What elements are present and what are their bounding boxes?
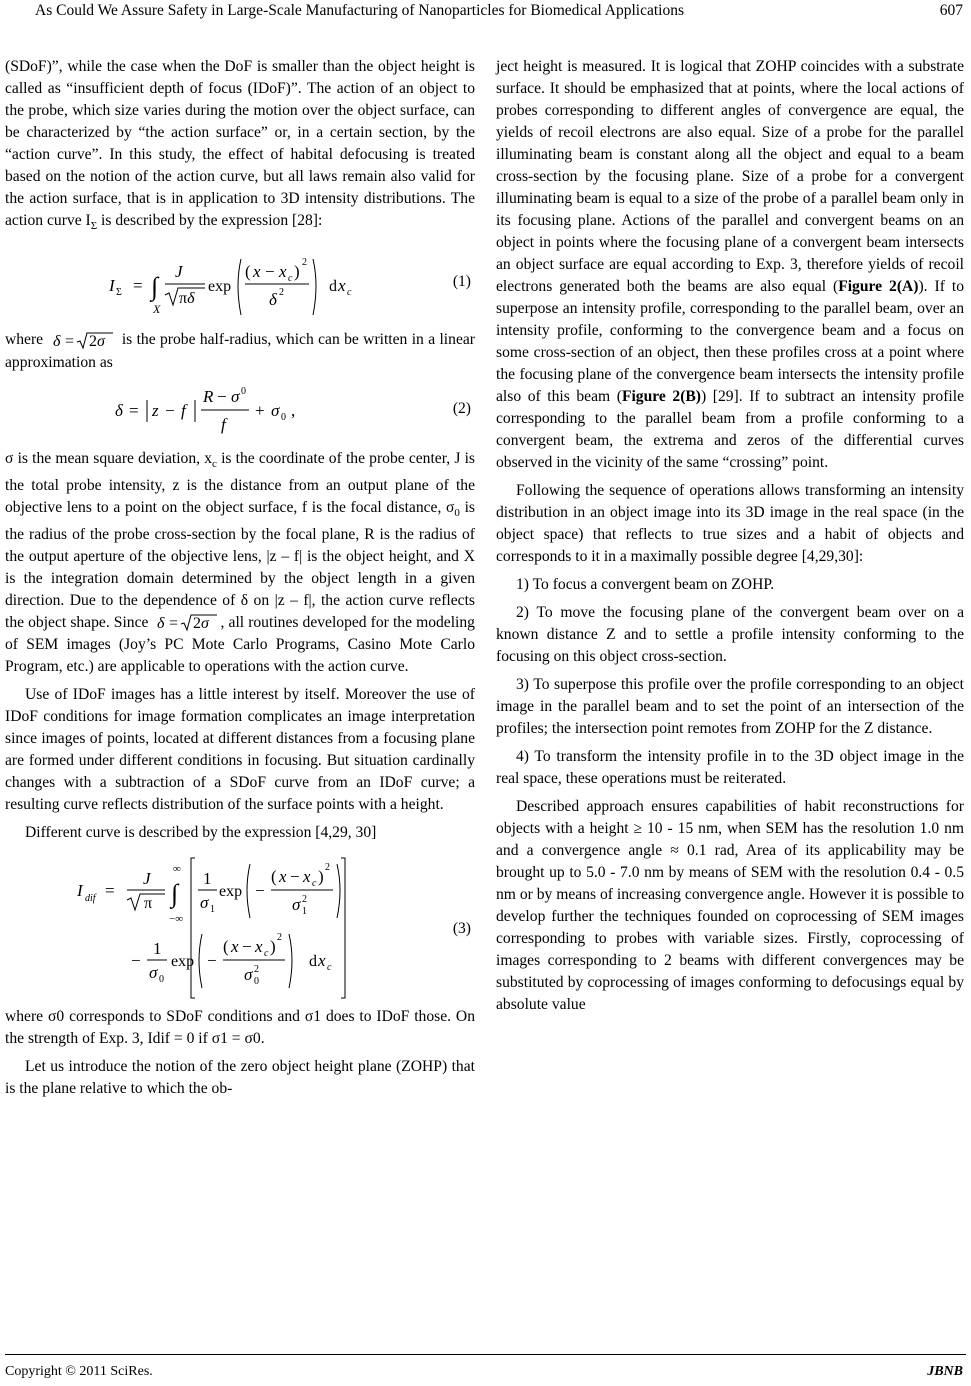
figure-ref-2a[interactable]: Figure 2(A) [838, 278, 919, 295]
svg-text:−: − [290, 867, 300, 887]
svg-text:): ) [270, 937, 276, 957]
svg-text:σ: σ [292, 895, 301, 915]
list-item: 2) To move the focusing plane of the convergent beam over on a known distance Z and to settle a profile intensity conforming to the focusing on this object cross-section. [496, 604, 964, 665]
list-item: 1) To focus a convergent beam on ZOHP. [516, 576, 775, 593]
svg-text:=: = [133, 276, 143, 296]
svg-text:−: − [207, 951, 217, 971]
svg-text:x: x [279, 867, 287, 887]
paragraph: ject height is measured. It is logical that ZOHP coincides with a substrate surface. It should be emphasized that at points, where the local actions of probes corresponding to different angles of convergence are equal, the yields of recoil electrons are also equal. Size of a probe for the parallel illuminating beam is constant along all the object and equal to a beam cross-section by the focusing plane. Size of a probe for a convergent illuminating beam is equal to a size of the probe of a parallel beam only in its focusing plane. Actions of the parallel and convergent beams on an object in points where the focusing plane of a convergent beam intersects an object surface are equal according to Exp. 3, therefore yields of recoil electrons generated both the beams are also equal (Figure 2(A)). If to superpose an intensity profile, corresponding to the parallel beam, over an intensity profile, conforming to the convergence beam and a focus on some cross-section of an object, then these profiles cross at a point where the focusing plane of the convergence beam intersects the intensity profile also of this beam (Figure 2(B)) [29]. If to subtract an intensity profile corresponding to the parallel beam from a profile conforming to a convergent beam, the extrema and zeros of the differential curves observed in the vicinity of the same “crossing” point. [496, 58, 965, 471]
svg-text:σ: σ [149, 963, 158, 983]
equation-2 [5, 380, 475, 442]
svg-text:c: c [288, 273, 293, 285]
svg-text:−: − [265, 262, 275, 282]
svg-text:=: = [105, 881, 115, 901]
header-title: As Could We Assure Safety in Large-Scale Manufacturing of Nanoparticles for Biomedical Applications [35, 2, 685, 19]
svg-text:(: ( [245, 262, 251, 282]
svg-text:I: I [77, 881, 83, 901]
svg-text:X: X [153, 302, 161, 317]
svg-text:dif: dif [85, 893, 96, 905]
svg-text:σ: σ [244, 965, 253, 985]
svg-text:π: π [144, 895, 153, 913]
paragraph: Let us introduce the notion of the zero object height plane (ZOHP) that is the plane relative to which the ob- [5, 1058, 475, 1098]
right-column [496, 56, 964, 1016]
svg-text:−: − [217, 386, 227, 406]
delta-sqrt-formula [153, 612, 221, 634]
left-column [5, 56, 475, 1100]
footer-journal: JBNB [927, 1364, 963, 1379]
svg-text:0: 0 [281, 411, 286, 423]
equation-3-number: (3) [452, 920, 471, 938]
svg-text:c: c [264, 948, 269, 960]
svg-text:σ: σ [271, 400, 280, 420]
svg-text:σ: σ [231, 386, 240, 406]
equation-1 [5, 243, 475, 323]
svg-text:x: x [231, 937, 239, 957]
svg-text:1: 1 [302, 906, 307, 918]
svg-text:J: J [175, 262, 183, 282]
svg-text:x: x [318, 951, 326, 971]
equation-3-formula [5, 850, 465, 1000]
svg-text:−: − [131, 951, 141, 971]
paragraph: (SDoF)”, while the case when the DoF is smaller than the object height is called as “insufficient depth of focus (IDoF)”. The action of an object to the probe, which size varies during the motion over the object surface, can be characterized by “the action surface” or, in a certain section, by the “action curve”. In this study, the effect of habital defocusing is treated based on the notion of the action curve, but all laws remain also valid for the action surface, that is in application to 3D intensity distributions. The action curve $I_\Sigma$ is described by the expression [28]: [5, 58, 475, 233]
svg-text:d: d [309, 953, 317, 971]
list-item: 4) To transform the intensity profile in to the 3D object image in the real space, these operations must be reiterated. [496, 748, 964, 787]
svg-text:∫: ∫ [171, 879, 179, 909]
svg-text:1: 1 [153, 939, 162, 959]
svg-text:δ: δ [115, 400, 123, 420]
footer-copyright: Copyright © 2011 SciRes. [5, 1364, 153, 1379]
delta-sqrt-formula [47, 330, 117, 352]
svg-text:−∞: −∞ [169, 913, 184, 926]
svg-text:2: 2 [302, 257, 307, 269]
svg-text:1: 1 [203, 869, 212, 889]
svg-text:(: ( [271, 867, 277, 887]
running-header [0, 2, 971, 26]
svg-text:R: R [203, 386, 214, 406]
paragraph: Following the sequence of operations allows transforming an intensity distribution in an object image into its 3D image in the real space (in the object space) that reflects to true sizes and a habit of objects and corresponds to it in a maximally possible degree [4,29,30]: [496, 482, 964, 565]
svg-text:=: = [65, 332, 75, 350]
equation-2-number: (2) [452, 399, 471, 417]
paragraph: where σ0 corresponds to SDoF conditions and σ1 does to IDoF those. On the strength of Exp. 3, Idif = 0 if σ1 = σ0. [5, 1008, 475, 1048]
svg-text:2: 2 [277, 932, 282, 944]
svg-text:+: + [255, 400, 265, 420]
equation-1-formula [5, 243, 465, 323]
svg-text:δ: δ [53, 332, 61, 350]
svg-text:Σ: Σ [116, 287, 122, 299]
svg-text:=: = [129, 400, 139, 420]
svg-text:πδ: πδ [179, 290, 195, 308]
svg-text:−: − [255, 881, 265, 901]
svg-text:,: , [291, 400, 296, 420]
svg-text:f: f [221, 414, 226, 434]
svg-text:∫: ∫ [151, 272, 159, 302]
svg-text:x: x [279, 262, 287, 282]
svg-text:x: x [338, 276, 346, 296]
svg-text:2: 2 [302, 894, 307, 906]
svg-text:x: x [253, 262, 261, 282]
svg-text:δ: δ [269, 290, 277, 310]
svg-text:σ: σ [200, 893, 209, 913]
svg-text:=: = [168, 615, 178, 633]
svg-text:d: d [329, 278, 337, 296]
svg-text:J: J [143, 869, 151, 889]
equation-3 [5, 850, 475, 1000]
svg-text:c: c [347, 287, 352, 299]
svg-text:c: c [327, 962, 332, 974]
svg-text:2σ: 2σ [89, 332, 106, 350]
svg-text:0: 0 [241, 385, 246, 397]
svg-text:): ) [294, 262, 300, 282]
footer-divider [5, 1354, 966, 1355]
svg-text:(: ( [223, 937, 229, 957]
svg-text:1: 1 [210, 904, 215, 916]
svg-text:exp: exp [219, 883, 243, 901]
paragraph: Different curve is described by the expression [4,29, 30] [25, 824, 377, 842]
svg-text:∞: ∞ [173, 863, 181, 876]
svg-text:I: I [109, 276, 115, 296]
svg-text:x: x [255, 937, 263, 957]
svg-text:−: − [242, 937, 252, 957]
svg-text:2: 2 [325, 862, 330, 874]
svg-text:2: 2 [254, 964, 259, 976]
svg-text:δ: δ [156, 615, 164, 633]
paragraph: where δ = 2σ is the probe half-radius, which can be written in a linear approximation as [5, 331, 475, 371]
paragraph: Use of IDoF images has a little interest by itself. Moreover the use of IDoF conditions for image formation complicates an image interpretation since images of points, located at different distances from a focusing plane are formed under different conditions in focusing. But situation cardinally changes with a subtraction of a SDoF curve from an IDoF curve; a resulting curve reflects distribution of the surface points with a height. [5, 686, 475, 814]
svg-text:−: − [165, 400, 175, 420]
svg-text:2σ: 2σ [192, 615, 209, 633]
svg-text:exp: exp [208, 278, 232, 296]
paragraph: σ is the mean square deviation, $x_c$ is the coordinate of the probe center, J is the total probe intensity, z is the distance from an output plane of the objective lens to a point on the object surface, f is the focal distance, $\sigma_0$ is the radius of the probe cross-section by the focal plane, R is the radius of the output aperture of the objective lens, |z – f| is the object height, and X is the integration domain determined by the object length in a given direction. Due to the dependence of δ on |z – f|, the action curve reflects the object shape. Since δ = 2σ , all routines developed for the modeling of SEM images (Joy’s PC Mote Carlo Programs, Casino Mote Carlo Program, etc.) are applicable to operations with the action curve. [5, 449, 475, 676]
svg-text:0: 0 [159, 974, 164, 986]
svg-text:2: 2 [279, 287, 284, 299]
svg-text:0: 0 [254, 976, 259, 988]
figure-ref-2b[interactable]: Figure 2(B) [621, 388, 701, 405]
equation-1-number: (1) [452, 273, 471, 291]
page-footer [0, 1354, 971, 1382]
list-item: 3) To superpose this profile over the profile corresponding to an object image in the parallel beam and to set the point of an intersection of the profiles; the intersection point remotes from ZOHP for the Z distance. [496, 676, 964, 737]
page-number: 607 [939, 2, 963, 19]
svg-text:f: f [181, 400, 186, 420]
svg-text:x: x [303, 867, 311, 887]
svg-text:z: z [152, 400, 159, 420]
paragraph: Described approach ensures capabilities of habit reconstructions for objects with a height ≥ 10 - 15 nm, when SEM has the resolution 1.0 nm and a convergence angle ≈ 0.1 rad, Area of its applicability may be brought up to 5.0 - 7.0 nm by means of SEM with the resolution 0.4 - 0.5 nm or by means of increasing convergence angle. However it is possible to develop further the techniques founded on coprocessing of SEM images corresponding to probes with variable sizes. Firstly, coprocessing of images corresponding to 2 beams with different convergences may be substituted by coprocessing of images conforming to defocusings equal by absolute value [496, 798, 964, 1013]
equation-2-formula [5, 380, 465, 442]
svg-text:c: c [312, 878, 317, 890]
svg-text:exp: exp [171, 953, 195, 971]
svg-text:): ) [318, 867, 324, 887]
